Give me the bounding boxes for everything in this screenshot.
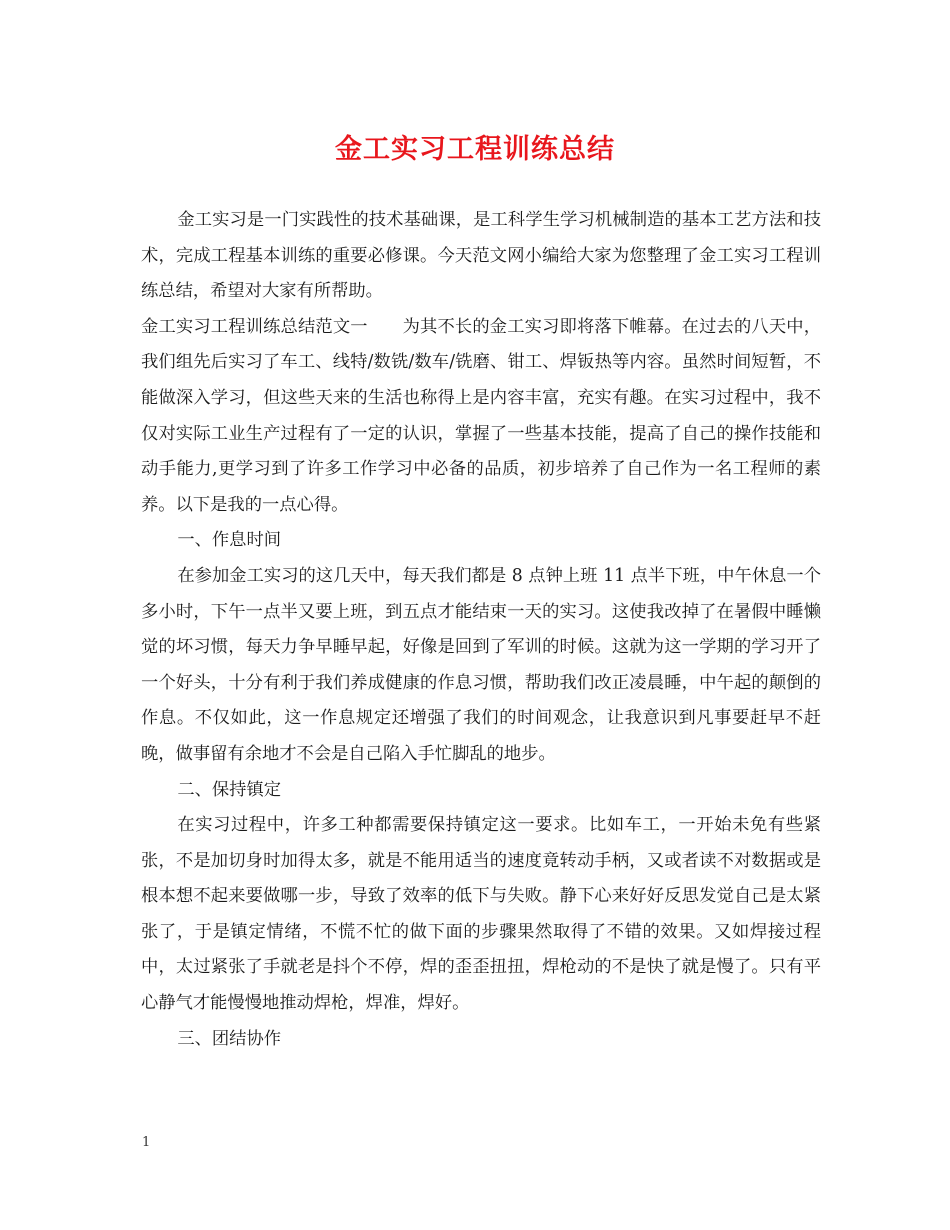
section-heading-composure: 二、保持镇定: [177, 779, 282, 800]
page-number: 1: [142, 1135, 151, 1150]
sample-essay-paragraph: 金工实习工程训练总结范文一 为其不长的金工实习即将落下帷幕。在过去的八天中，我们组先后实习了车工、线特/数铣/数车/铣磨、钳工、焊钣热等内容。虽然时间短暂，不能做深入学习，但这些天来的生活也称得上是内容丰富，充实有趣。在实习过程中，我不仅对实际工业生产过程有了一定的认识，掌握了一些基本技能，提高了自己的操作技能和动手能力,更学习到了许多工作学习中必备的品质，初步培养了自己作为一名工程师的素养。以下是我的一点心得。: [141, 316, 821, 515]
composure-paragraph: 在实习过程中，许多工种都需要保持镇定这一要求。比如车工，一开始未免有些紧张，不是加切身时加得太多，就是不能用适当的速度竟转动手柄，又或者读不对数据或是根本想不起来要做哪一步，导致了效率的低下与失败。静下心来好好反思发觉自己是太紧张了，于是镇定情绪，不慌不忙的做下面的步骤果然取得了不错的效果。又如焊接过程中，太过紧张了手就老是抖个不停，焊的歪歪扭扭，焊枪动的不是快了就是慢了。只有平心静气才能慢慢地推动焊枪，焊准，焊好。: [141, 815, 821, 1014]
section-heading-schedule: 一、作息时间: [177, 530, 282, 551]
schedule-paragraph: 在参加金工实习的这几天中，每天我们都是 8 点钟上班 11 点半下班，中午休息一个多小时，下午一点半又要上班，到五点才能结束一天的实习。这使我改掉了在暑假中睡懒觉的坏习惯，每天力争早睡早起，好像是回到了军训的时候。这就为这一学期的学习开了一个好头，十分有利于我们养成健康的作息习惯，帮助我们改正凌晨睡，中午起的颠倒的作息。不仅如此，这一作息规定还增强了我们的时间观念，让我意识到凡事要赶早不赶晚，做事留有余地才不会是自己陷入手忙脚乱的地步。: [141, 565, 821, 764]
document-title: 金工实习工程训练总结: [335, 134, 615, 165]
intro-paragraph: 金工实习是一门实践性的技术基础课，是工科学生学习机械制造的基本工艺方法和技术，完成工程基本训练的重要必修课。今天范文网小编给大家为您整理了金工实习工程训练总结，希望对大家有所帮助。: [141, 210, 821, 302]
section-heading-teamwork: 三、团结协作: [177, 1028, 282, 1049]
document-body: [141, 203, 821, 1057]
